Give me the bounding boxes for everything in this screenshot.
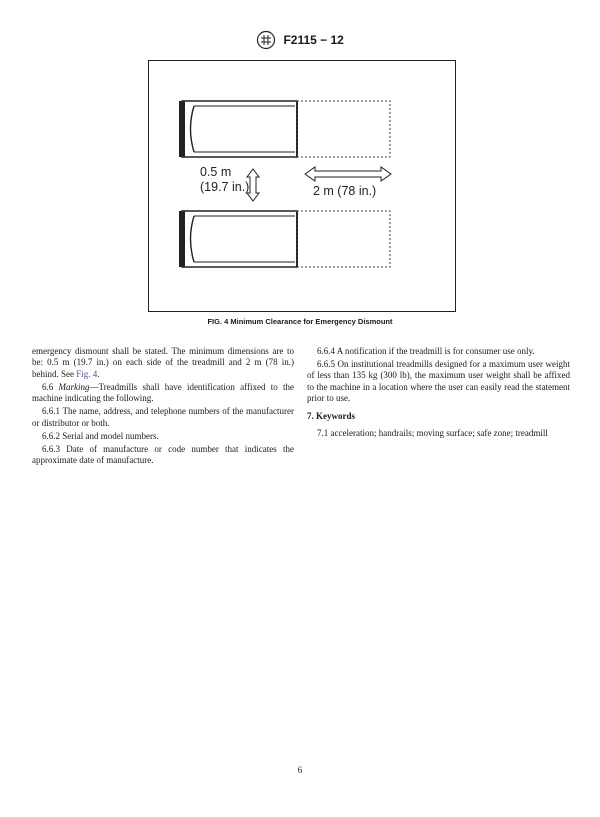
rear-zone-bottom: [297, 211, 390, 267]
paragraph-6-6-1: 6.6.1 The name, address, and telephone numbers of the manufacturer or distributor or both.: [32, 406, 294, 428]
section-heading-keywords: 7. Keywords: [307, 410, 355, 421]
gap-label-imperial: (19.7 in.): [200, 180, 250, 194]
treadmill-bottom: [182, 211, 297, 267]
figure-4: [148, 60, 456, 312]
rear-zone-top: [297, 101, 390, 157]
paragraph-keywords: 7.1 acceleration; handrails; moving surface; safe zone; treadmill: [317, 428, 548, 439]
page-header: [0, 30, 600, 50]
paragraph-6-6-2: 6.6.2 Serial and model numbers.: [42, 430, 159, 441]
left-column: [32, 346, 294, 468]
paragraph-6-6-3: 6.6.3 Date of manufacture or code number that indicates the approximate date of manufacture.: [32, 443, 294, 466]
paragraph-6-6-4: 6.6.4 A notification if the treadmill is for consumer use only.: [317, 346, 535, 356]
rear-clearance-label: 2 m (78 in.): [313, 184, 377, 198]
paragraph-marking: 6.6 Marking—Treadmills shall have identification affixed to the machine indicating the following.: [32, 381, 295, 404]
horizontal-double-arrow-icon: [305, 167, 391, 181]
astm-logo-icon: [256, 30, 276, 50]
right-column: [307, 346, 570, 441]
figure-caption: FIG. 4 Minimum Clearance for Emergency Dismount: [207, 317, 393, 326]
treadmill-top: [182, 101, 297, 157]
fig-4-link[interactable]: Fig. 4: [76, 368, 98, 379]
page-number: 6: [297, 765, 303, 775]
gap-label-metric: 0.5 m: [200, 165, 232, 179]
marking-term: Marking: [58, 381, 90, 392]
standard-designation: F2115 − 12: [283, 33, 344, 47]
paragraph-dismount: emergency dismount shall be stated. The minimum dimensions are to be: 0.5 m (19.7 in.) on each side of the treadmill and 2 m (78 in.) behind. See Fig. 4.: [32, 346, 294, 379]
clearance-diagram: [149, 61, 455, 311]
paragraph-6-6-5: 6.6.5 On institutional treadmills designed for a maximum user weight of less than 135 kg (300 lb), the maximum user weight shall be affixed to the machine in a location where the user can easily read the statement prior to use.: [307, 359, 570, 404]
